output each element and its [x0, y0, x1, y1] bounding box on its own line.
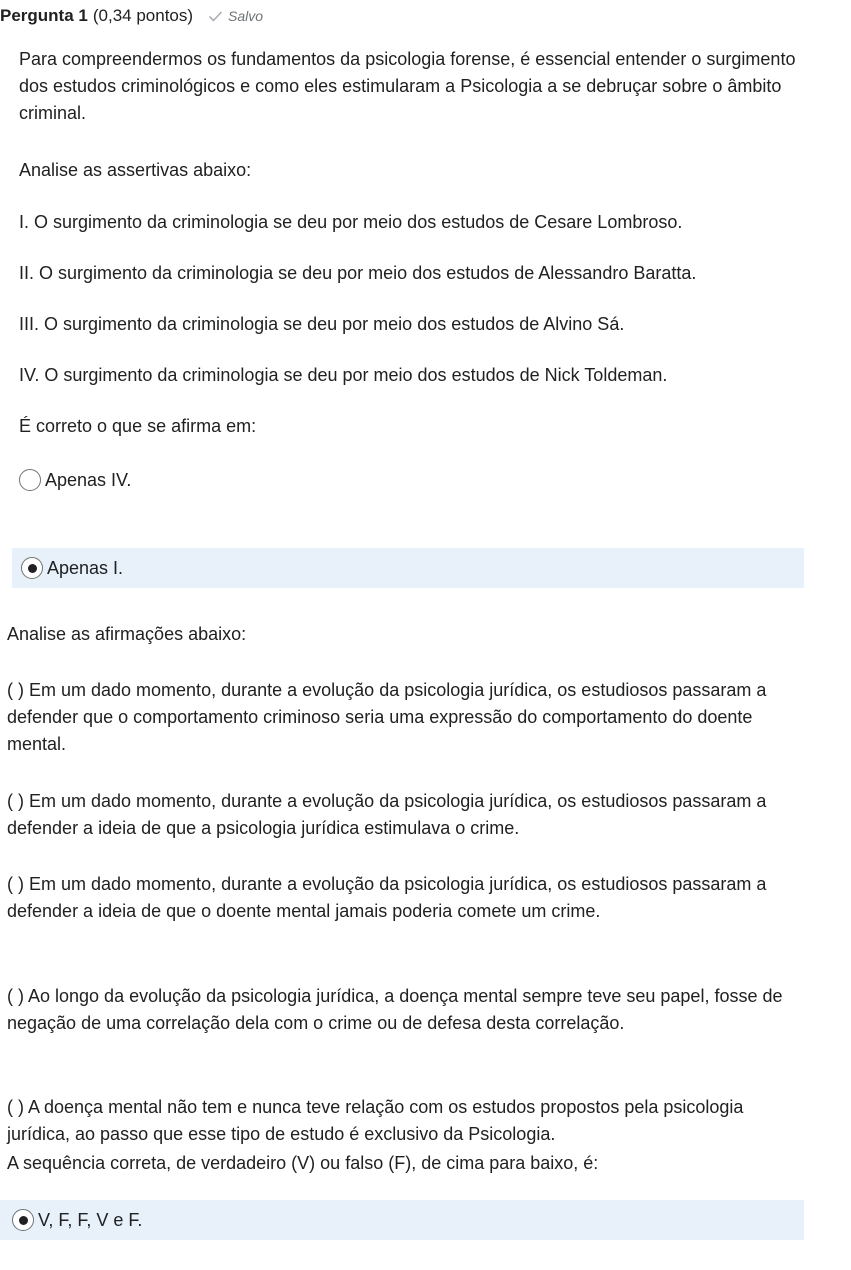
- answer-option-label: Apenas IV.: [45, 469, 132, 490]
- radio-icon[interactable]: [12, 1209, 34, 1231]
- assertion-1: I. O surgimento da criminologia se deu por meio dos estudos de Cesare Lombroso.: [19, 212, 683, 232]
- statement-4: ( ) Ao longo da evolução da psicologia jurídica, a doença mental sempre teve seu papel, fosse de negação de uma correlação dela com o crime ou de defesa desta correlação.: [7, 986, 783, 1033]
- question-title: Pergunta 1: [0, 6, 88, 25]
- assertion-4: IV. O surgimento da criminologia se deu por meio dos estudos de Nick Toldeman.: [19, 365, 668, 385]
- saved-status-label: Salvo: [228, 8, 264, 24]
- statement-1: ( ) Em um dado momento, durante a evolução da psicologia jurídica, os estudiosos passaram a defender que o comportamento criminoso seria uma expressão do comportamento do doente mental.: [7, 680, 767, 754]
- radio-icon[interactable]: [21, 557, 43, 579]
- assertion-2: II. O surgimento da criminologia se deu por meio dos estudos de Alessandro Baratta.: [19, 263, 697, 283]
- answer-option-label: Apenas I.: [47, 557, 124, 578]
- question-2-prompt: A sequência correta, de verdadeiro (V) ou falso (F), de cima para baixo, é:: [7, 1153, 599, 1173]
- answer-option-selected[interactable]: [12, 548, 804, 588]
- saved-status: [209, 8, 263, 24]
- radio-dot: [19, 1216, 28, 1225]
- question-1-intro: Para compreendermos os fundamentos da psicologia forense, é essencial entender o surgimento dos estudos criminológicos e como eles estimularam a Psicologia a se debruçar sobre o âmbito criminal.: [19, 49, 796, 123]
- question-points: (0,34 pontos): [92, 6, 194, 25]
- answer-option-selected[interactable]: [0, 1200, 804, 1240]
- answer-option-label: V, F, F, V e F.: [38, 1209, 143, 1230]
- statement-5: ( ) A doença mental não tem e nunca teve relação com os estudos propostos pela psicologia jurídica, ao passo que esse tipo de estudo é exclusivo da Psicologia.: [7, 1097, 744, 1144]
- answer-option[interactable]: [19, 458, 804, 502]
- question-2-instruction: Analise as afirmações abaixo:: [7, 624, 247, 644]
- statement-2: ( ) Em um dado momento, durante a evolução da psicologia jurídica, os estudiosos passaram a defender a ideia de que a psicologia jurídica estimulava o crime.: [7, 791, 767, 838]
- check-icon: [209, 11, 222, 22]
- assertion-3: III. O surgimento da criminologia se deu por meio dos estudos de Alvino Sá.: [19, 314, 625, 334]
- question-1-prompt: É correto o que se afirma em:: [19, 416, 257, 436]
- radio-dot: [28, 564, 37, 573]
- radio-icon[interactable]: [19, 469, 41, 491]
- question-header: [0, 2, 263, 30]
- statement-3: ( ) Em um dado momento, durante a evolução da psicologia jurídica, os estudiosos passaram a defender a ideia de que o doente mental jamais poderia comete um crime.: [7, 874, 767, 921]
- question-1-instruction: Analise as assertivas abaixo:: [19, 160, 252, 180]
